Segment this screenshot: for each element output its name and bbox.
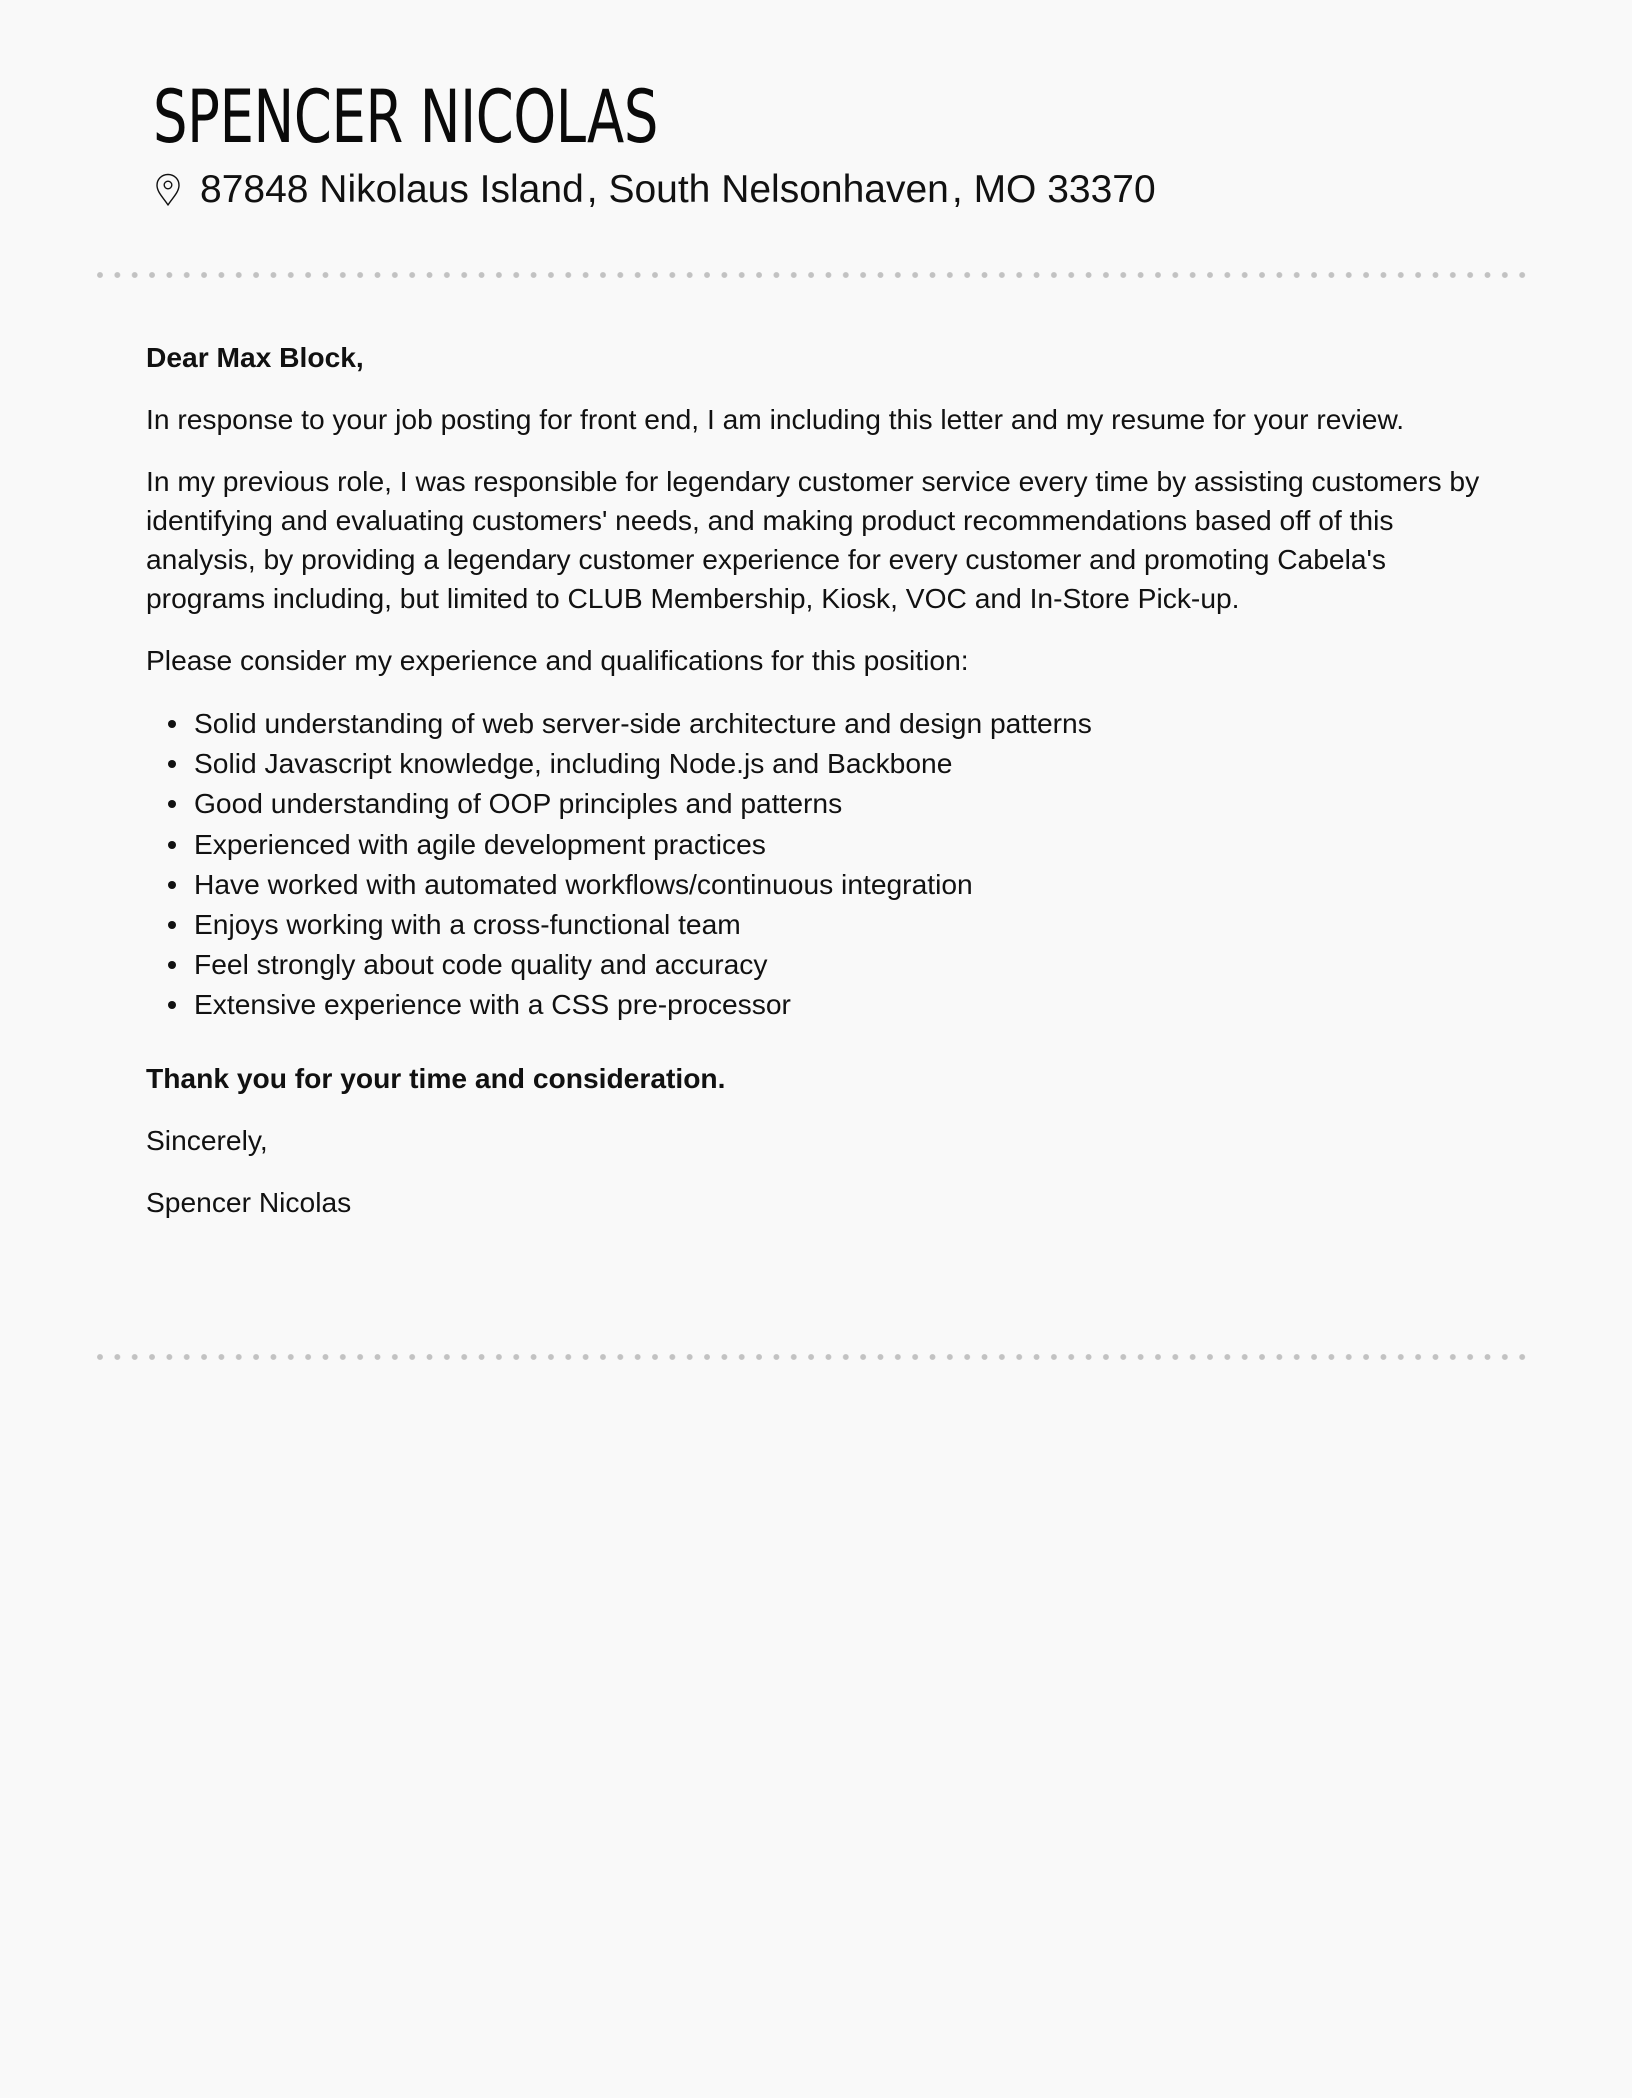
list-item: [146, 703, 1486, 743]
qualifications-intro: Please consider my experience and qualifications for this position:: [146, 643, 969, 676]
address-state-zip: MO 33370: [973, 168, 1156, 211]
applicant-name: SPENCER NICOLAS: [153, 75, 658, 160]
qualifications-list: [146, 703, 1486, 1025]
signature: Spencer Nicolas: [146, 1185, 352, 1218]
address-separator: ,: [586, 168, 598, 211]
bullet-icon: [168, 841, 176, 849]
bullet-icon: [168, 1001, 176, 1009]
list-item: [146, 824, 1486, 864]
list-item-text: Solid Javascript knowledge, including Node.js and Backbone: [194, 747, 953, 780]
bullet-icon: [168, 800, 176, 808]
bullet-icon: [168, 961, 176, 969]
bullet-icon: [168, 760, 176, 768]
list-item: [146, 904, 1486, 944]
list-item-text: Enjoys working with a cross-functional team: [194, 907, 741, 940]
list-item: [146, 984, 1486, 1024]
address-separator: ,: [951, 168, 963, 211]
applicant-address: [155, 166, 1156, 214]
list-item: [146, 864, 1486, 904]
experience-paragraph: In my previous role, I was responsible for legendary customer service every time by assisting customers by identifying and evaluating customers' needs, and making product recommendations based off of this analysis, by providing a legendary customer experience for every customer and promoting Cabela's programs including, but limited to CLUB Membership, Kiosk, VOC and In-Store Pick-up.: [146, 465, 1480, 614]
closing-line: Thank you for your time and consideration.: [146, 1061, 726, 1094]
dotted-divider-bottom: [97, 1354, 1533, 1360]
dotted-divider-top: [97, 272, 1533, 278]
address-city: South Nelsonhaven: [608, 168, 949, 211]
list-item: [146, 944, 1486, 984]
list-item-text: Good understanding of OOP principles and patterns: [194, 787, 843, 820]
list-item-text: Feel strongly about code quality and accuracy: [194, 948, 768, 981]
address-street: 87848 Nikolaus Island: [200, 168, 584, 211]
letter-body: [146, 338, 1486, 1245]
bullet-icon: [168, 881, 176, 889]
list-item: [146, 783, 1486, 823]
list-item-text: Solid understanding of web server-side architecture and design patterns: [194, 706, 1092, 739]
intro-paragraph: In response to your job posting for front end, I am including this letter and my resume for your review.: [146, 403, 1405, 436]
bullet-icon: [168, 720, 176, 728]
bullet-icon: [168, 921, 176, 929]
list-item-text: Experienced with agile development practices: [194, 827, 766, 860]
list-item-text: Extensive experience with a CSS pre-processor: [194, 988, 791, 1021]
letter-header: [153, 75, 1156, 211]
list-item: [146, 743, 1486, 783]
salutation: Dear Max Block,: [146, 341, 364, 373]
signoff: Sincerely,: [146, 1123, 268, 1156]
list-item-text: Have worked with automated workflows/continuous integration: [194, 867, 973, 900]
map-pin-icon: [155, 171, 181, 205]
